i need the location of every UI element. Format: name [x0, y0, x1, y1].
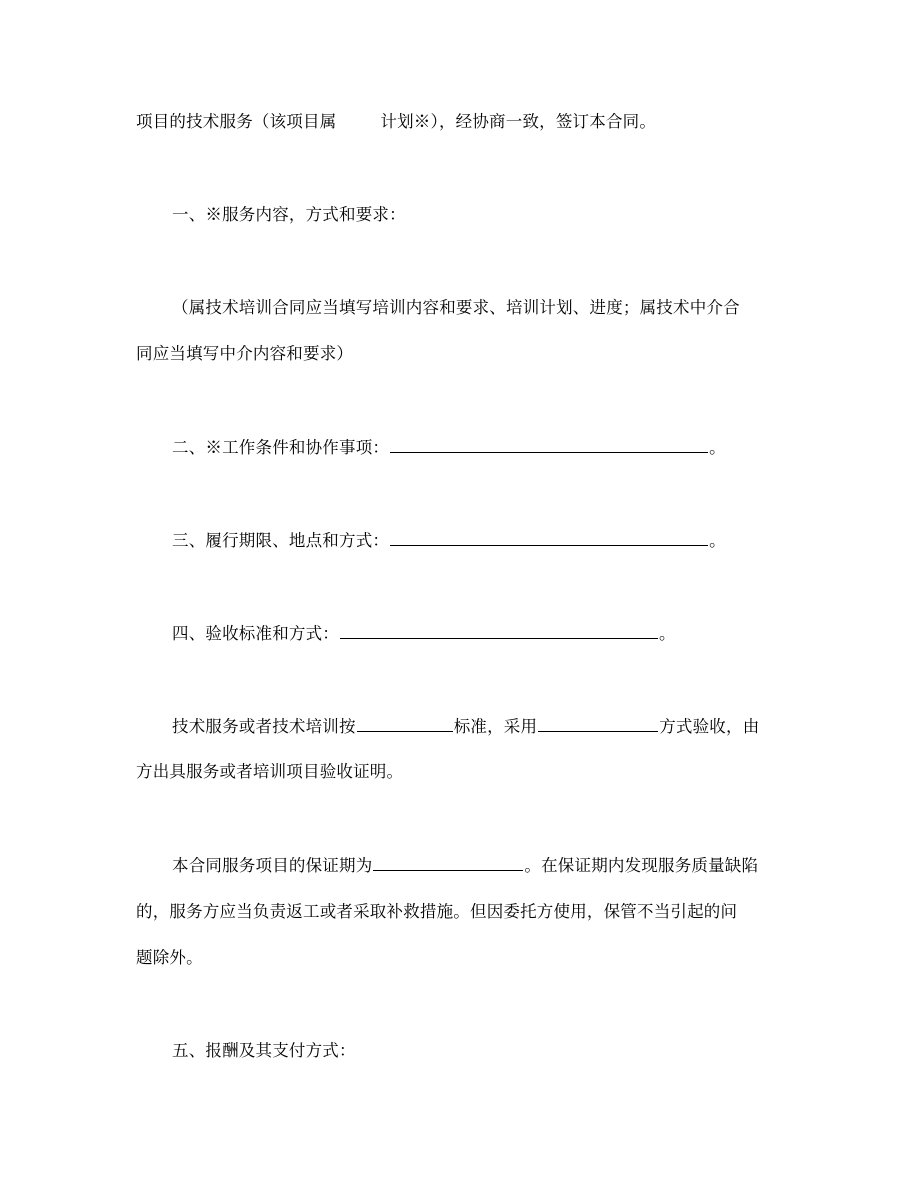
section-2-label: 二、※工作条件和协作事项：	[172, 438, 390, 457]
section-1-heading: 一、※服务内容，方式和要求：	[172, 205, 406, 224]
section-2-line	[172, 436, 726, 459]
intro-text-after: 计划※），经协商一致，签订本合同。	[380, 112, 657, 131]
section-3-blank	[390, 529, 708, 546]
section-4-label: 四、验收标准和方式：	[172, 624, 339, 643]
section-4-line	[172, 622, 676, 645]
warranty-line-3: 题除外。	[136, 948, 203, 967]
acceptance-method-blank	[538, 715, 658, 732]
section-1-note-line-2: 同应当填写中介内容和要求）	[136, 344, 354, 363]
intro-text-before: 项目的技术服务（该项目属	[136, 112, 337, 131]
intro-line	[136, 111, 656, 133]
section-1-note-line-1: （属技术培训合同应当填写培训内容和要求、培训计划、进度；属技术中介合	[172, 298, 740, 317]
section-4-end: 。	[659, 624, 676, 643]
acceptance-line-1: 技术服务或者技术培训按 标准，采用 方式验收，由	[172, 717, 760, 736]
warranty-line-2: 的，服务方应当负责返工或者采取补救措施。但因委托方使用，保管不当引起的问	[136, 902, 738, 921]
section-2-blank	[390, 436, 708, 453]
acceptance-line-2: 方出具服务或者培训项目验收证明。	[136, 762, 404, 781]
warranty-period-blank	[373, 854, 523, 871]
section-4-blank	[340, 622, 658, 639]
section-3-end: 。	[709, 531, 726, 550]
section-3-line	[172, 529, 726, 552]
section-2-end: 。	[709, 438, 726, 457]
section-5-heading: 五、报酬及其支付方式：	[172, 1041, 356, 1060]
warranty-line-1: 本合同服务项目的保证期为 。在保证期内发现服务质量缺陷	[172, 856, 759, 875]
section-3-label: 三、履行期限、地点和方式：	[172, 531, 390, 550]
acceptance-standard-blank	[357, 715, 453, 732]
